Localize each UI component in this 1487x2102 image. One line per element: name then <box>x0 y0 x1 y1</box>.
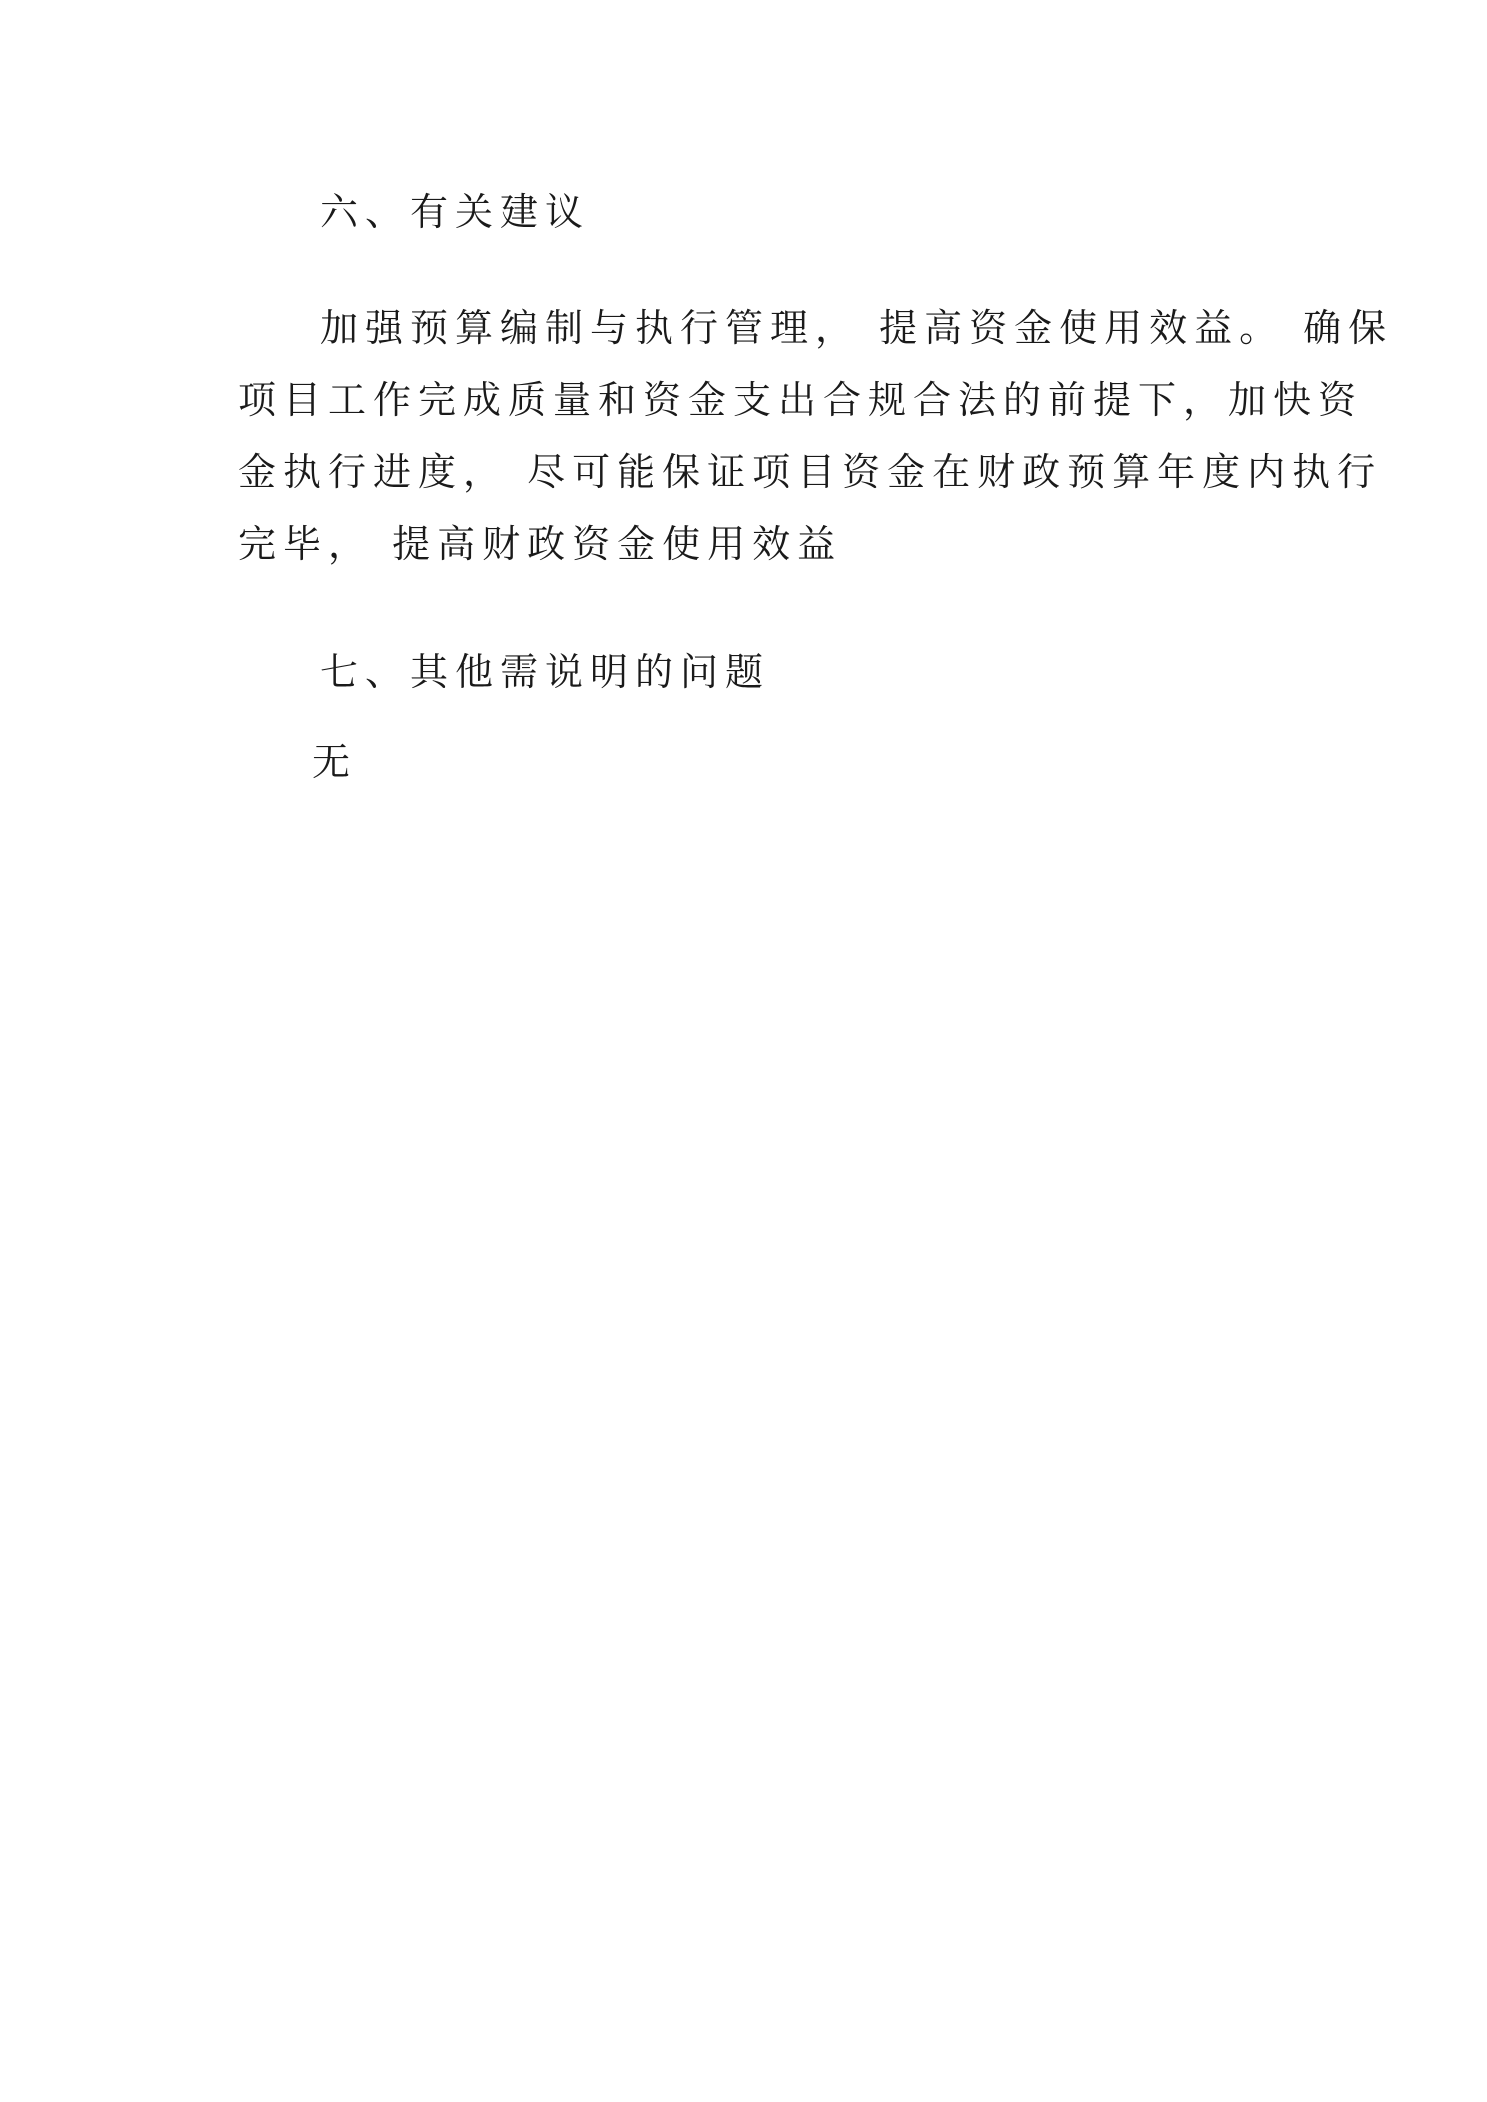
section-6-paragraph <box>238 292 1394 580</box>
section-6-heading: 六、有关建议 <box>320 190 591 234</box>
paragraph-line: 金执行进度， 尽可能保证项目资金在财政预算年度内执行 <box>238 450 1383 494</box>
section-7-heading: 七、其他需说明的问题 <box>320 650 771 694</box>
paragraph-line: 加强预算编制与执行管理， 提高资金使用效益。 确保 <box>320 306 1394 350</box>
section-7-body: 无 <box>312 740 358 784</box>
paragraph-line: 项目工作完成质量和资金支出合规合法的前提下，加快资 <box>238 378 1364 422</box>
paragraph-line: 完毕， 提高财政资金使用效益 <box>238 522 843 566</box>
